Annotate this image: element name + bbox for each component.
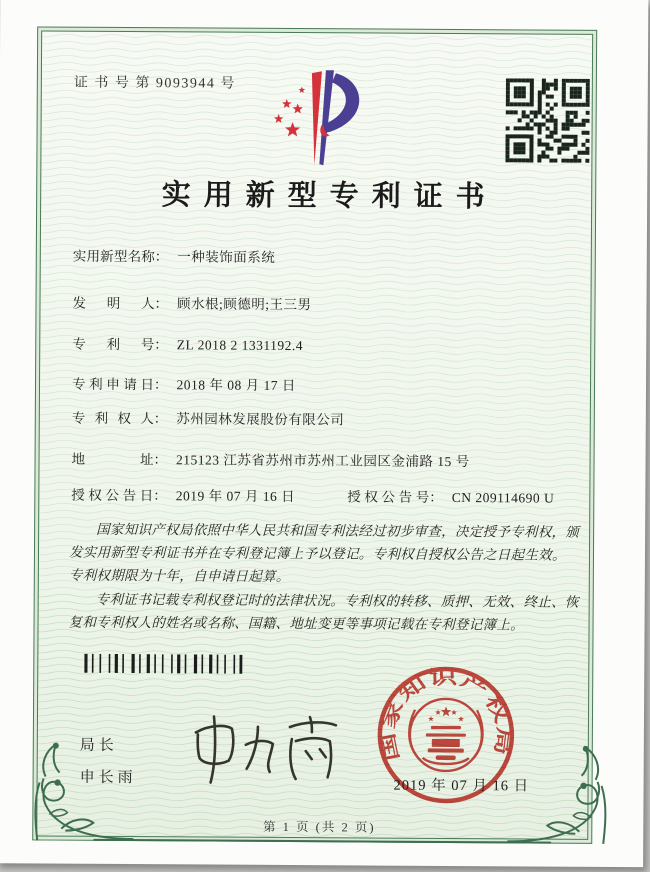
- legal-text: [68, 518, 579, 637]
- logo-stars-icon: [274, 86, 305, 136]
- field-label: 地址: [71, 451, 154, 468]
- national-emblem-icon: [409, 699, 483, 771]
- field-row-patentee: [72, 407, 542, 430]
- field-colon: ：: [153, 377, 168, 393]
- field-colon: ：: [153, 411, 168, 427]
- field-value: ZL 2018 2 1331192.4: [176, 337, 304, 354]
- field-value: 顾水根;顾德明;王三男: [176, 296, 312, 313]
- field-label: 专利申请日: [71, 376, 155, 393]
- page-number: 第 1 页 (共 2 页): [263, 819, 376, 835]
- field-label: 专利权人: [71, 410, 154, 427]
- field-row-filing-date: [72, 373, 542, 396]
- field-row-address: [72, 448, 542, 471]
- logo-purple-stroke: [319, 70, 334, 165]
- certificate-title: 实用新型专利证书: [161, 179, 498, 214]
- field-label: 专利号: [72, 336, 155, 353]
- field-grant-number: [347, 485, 554, 506]
- certificate-number: 证 书 号 第 9093944 号: [73, 75, 236, 92]
- field-colon: ：: [153, 452, 168, 468]
- field-label: 授权公告日: [71, 487, 154, 504]
- field-value: 2018 年 08 月 17 日: [176, 377, 296, 394]
- field-row-name: [73, 245, 543, 268]
- issue-date: 2019 年 07 月 16 日: [393, 777, 530, 795]
- field-label: 发明人: [72, 295, 155, 312]
- field-row-inventors: [72, 292, 542, 315]
- legal-paragraph-1: 国家知识产权局依照中华人民共和国专利法经过初步审查，决定授予专利权，颁发实用新型专利证书并在专利登记簿上予以登记。专利权自授权公告之日起生效。专利权期限为十年，自申请日起算。: [68, 521, 580, 585]
- signer-name: 申长雨: [79, 769, 137, 787]
- field-value: CN 209114690 U: [451, 489, 555, 506]
- field-colon: ：: [429, 489, 443, 505]
- field-row-patent-number: [72, 333, 542, 356]
- seal-arc-text: 国家知识产权局: [378, 667, 515, 763]
- field-value: 2019 年 07 月 16 日: [175, 488, 296, 505]
- field-colon: ：: [154, 249, 169, 265]
- field-row-grant-date: [71, 484, 555, 507]
- field-label: 授权公告号: [347, 489, 430, 505]
- legal-paragraph-2: 专利证书记载专利权登记时的法律状况。专利权的转移、质押、无效、终止、恢复和专利权人的姓名或名称、国籍、地址变更等事项记载在专利登记簿上。: [68, 591, 579, 633]
- field-colon: ：: [154, 296, 169, 312]
- field-colon: ：: [154, 337, 168, 353]
- barcode: [84, 654, 242, 675]
- field-label: 实用新型名称: [72, 248, 155, 265]
- signer-title: 局长: [79, 737, 118, 754]
- field-value: 215123 江苏省苏州市苏州工业园区金浦路 15 号: [176, 452, 470, 470]
- cnipa-logo: [257, 65, 378, 174]
- signature-handwriting: [174, 706, 345, 795]
- field-colon: ：: [153, 488, 167, 504]
- field-value: 苏州园林发展股份有限公司: [176, 411, 345, 428]
- field-value: 一种装饰面系统: [177, 249, 276, 265]
- qr-code: [505, 78, 590, 163]
